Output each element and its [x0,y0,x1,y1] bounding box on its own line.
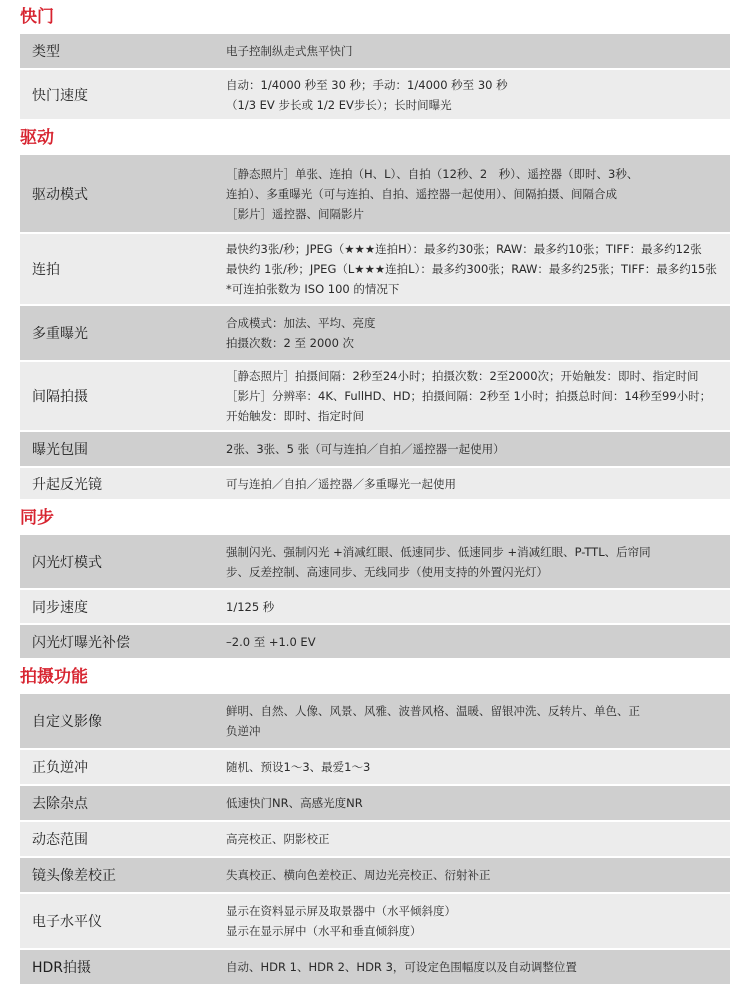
spec-value [226,362,730,432]
spec-label: 升起反光镜 [20,468,226,501]
spec-value-line: 合成模式：加法、平均、亮度 [226,316,376,330]
spec-row [20,432,730,468]
spec-label: 正负逆冲 [20,750,226,786]
spec-value-line: ［静态照片］拍摄间隔：2秒至24小时；拍摄次数：2至2000次；开始触发：即时、指定时间 [226,369,699,383]
spec-row [20,34,730,70]
spec-row [20,234,730,306]
spec-value-line: 最快约3张/秒；JPEG（★★★连拍H）：最多约30张；RAW：最多约10张；TIFF：最多约12张 [226,242,702,256]
spec-row [20,535,730,590]
spec-row [20,950,730,986]
spec-label: 驱动模式 [20,155,226,234]
spec-label: 去除杂点 [20,786,226,822]
spec-row [20,306,730,362]
spec-row [20,468,730,501]
spec-value [226,34,730,70]
spec-value-line: 高亮校正、阴影校正 [226,832,330,846]
spec-row [20,750,730,786]
spec-value-line: 显示在显示屏中（水平和垂直倾斜度） [226,924,422,938]
spec-table [20,535,730,660]
section-title: 拍摄功能 [20,667,88,687]
spec-value-line: 失真校正、横向色差校正、周边光亮校正、衍射补正 [226,868,491,882]
spec-table [20,34,730,121]
section-title: 快门 [20,7,54,27]
spec-value [226,786,730,822]
spec-row [20,590,730,625]
spec-label: 曝光包围 [20,432,226,468]
spec-label: HDR拍摄 [20,950,226,986]
spec-value [226,858,730,894]
spec-value [226,894,730,950]
spec-value [226,432,730,468]
spec-value-line: 最快约 1张/秒；JPEG（L★★★连拍L）：最多约300张；RAW：最多约25张；TIFF：最多约15张 [226,262,717,276]
spec-label: 快门速度 [20,70,226,121]
spec-value-line: 自动：1/4000 秒至 30 秒；手动：1/4000 秒至 30 秒 [226,77,508,92]
spec-value [226,750,730,786]
spec-value-line: ［静态照片］单张、连拍（H、L）、自拍（12秒、2 秒）、遥控器（即时、3秒、 [226,166,639,181]
spec-value-line: ［影片］分辨率：4K、FullHD、HD；拍摄间隔：2秒至 1小时；拍摄总时间：14秒至99小时； [226,389,712,403]
spec-value [226,625,730,660]
spec-row [20,70,730,121]
spec-value-line: 连拍）、多重曝光（可与连拍、自拍、遥控器一起使用）、间隔拍摄、间隔合成 [226,186,617,201]
spec-row [20,694,730,750]
spec-value-line: –2.0 至 +1.0 EV [226,634,316,649]
spec-value [226,468,730,501]
spec-label: 类型 [20,34,226,70]
spec-value-line: 拍摄次数：2 至 2000 次 [226,336,355,350]
spec-value-line: 强制闪光、强制闪光 +消减红眼、低速同步、低速同步 +消减红眼、P-TTL、后帘同 [226,544,651,559]
spec-row [20,155,730,234]
section-title: 驱动 [20,128,54,148]
spec-label: 闪光灯模式 [20,535,226,590]
spec-row [20,362,730,432]
spec-row [20,786,730,822]
spec-label: 电子水平仪 [20,894,226,950]
spec-value [226,306,730,362]
spec-label: 间隔拍摄 [20,362,226,432]
spec-value-line: 可与连拍／自拍／遥控器／多重曝光一起使用 [226,476,456,491]
spec-row [20,858,730,894]
spec-value-line: 随机、预设1～3、最爱1～3 [226,760,371,774]
spec-value-line: ［影片］遥控器、间隔影片 [226,206,364,221]
spec-label: 镜头像差校正 [20,858,226,894]
spec-value [226,590,730,625]
spec-table [20,694,730,986]
spec-row [20,894,730,950]
spec-value-line: 显示在资料显示屏及取景器中（水平倾斜度） [226,904,456,918]
spec-label: 自定义影像 [20,694,226,750]
spec-value-line: 2张、3张、5 张（可与连拍／自拍／遥控器一起使用） [226,442,505,456]
spec-value-line: （1/3 EV 步长或 1/2 EV步长）；长时间曝光 [226,97,452,112]
spec-value [226,694,730,750]
spec-table [20,155,730,501]
spec-value [226,822,730,858]
spec-value [226,70,730,121]
spec-value [226,950,730,986]
spec-value-line: 1/125 秒 [226,599,275,614]
spec-value-line: 步、反差控制、高速同步、无线同步（使用支持的外置闪光灯） [226,564,548,579]
spec-label: 动态范围 [20,822,226,858]
spec-value [226,535,730,590]
section-title: 同步 [20,508,54,528]
spec-value-line: 低速快门NR、高感光度NR [226,796,363,810]
spec-value-line: *可连拍张数为 ISO 100 的情况下 [226,282,400,296]
spec-value [226,155,730,234]
spec-label: 连拍 [20,234,226,306]
spec-label: 同步速度 [20,590,226,625]
spec-label: 多重曝光 [20,306,226,362]
spec-value [226,234,730,306]
spec-label: 闪光灯曝光补偿 [20,625,226,660]
spec-value-line: 负逆冲 [226,724,261,738]
spec-value-line: 电子控制纵走式焦平快门 [226,44,353,58]
spec-row [20,822,730,858]
spec-value-line: 鲜明、自然、人像、风景、风雅、波普风格、温暖、留银冲洗、反转片、单色、正 [226,704,640,718]
spec-value-line: 开始触发：即时、指定时间 [226,409,364,423]
spec-row [20,625,730,660]
spec-value-line: 自动、HDR 1、HDR 2、HDR 3，可设定色围幅度以及自动调整位置 [226,960,577,974]
